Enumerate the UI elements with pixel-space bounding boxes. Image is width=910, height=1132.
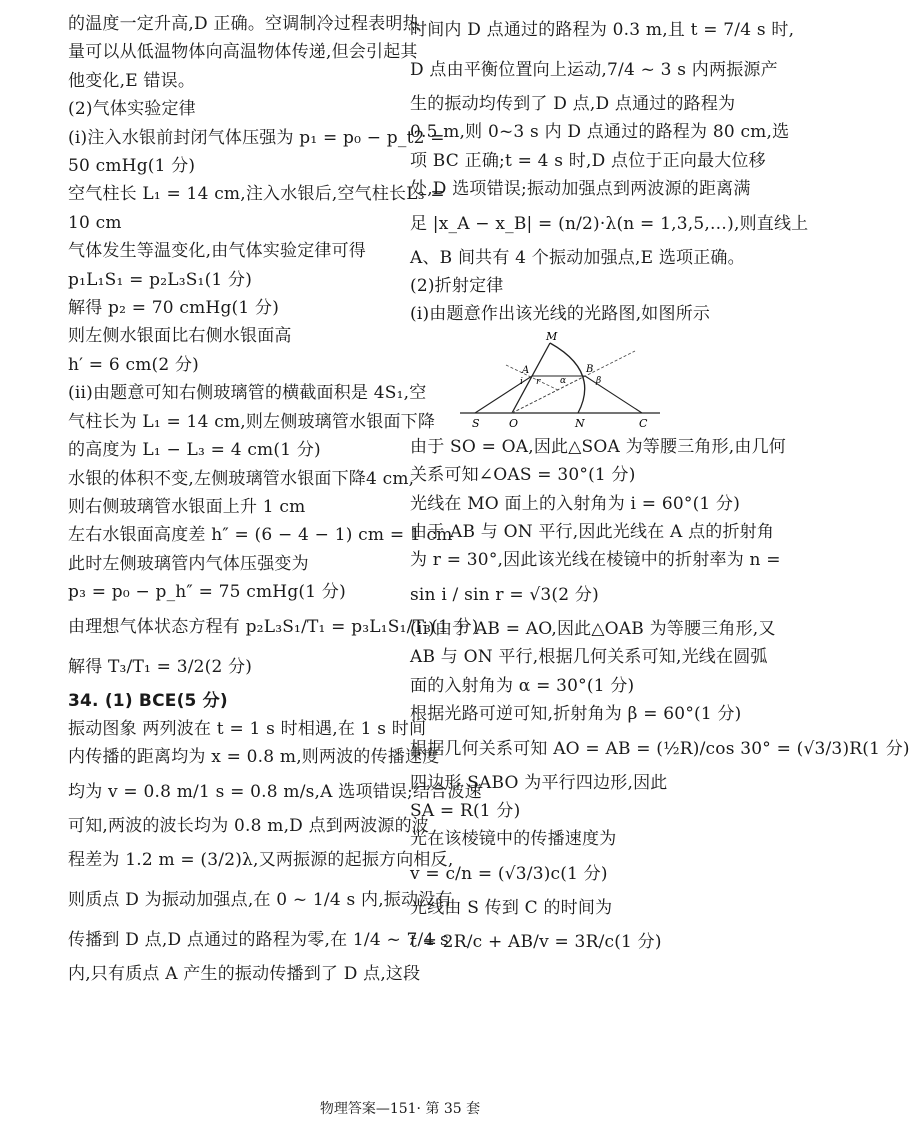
text-line: 气柱长为 L₁ = 14 cm,则左侧玻璃管水银面下降 [68,411,436,432]
text-line: 则质点 D 为振动加强点,在 0 ~ 1/4 s 内,振动没有 [68,890,453,911]
text-line: 量可以从低温物体向高温物体传递,但会引起其 [68,42,418,63]
right-column-top [410,10,809,329]
text-line: 34. (1) BCE(5 分) [68,690,228,711]
text-line: 左右水银面高度差 h″ = (6 − 4 − 1) cm = 1 cm [68,525,453,546]
label-A: A [522,364,530,376]
text-line: 项 BC 正确;t = 4 s 时,D 点位于正向最大位移 [410,150,766,171]
text-line: (ii)由题意可知右侧玻璃管的横截面积是 4S₁,空 [68,383,427,404]
text-line: 根据几何关系可知 AO = AB = (½R)/cos 30° = (√3/3)R(1 分) [410,738,910,759]
text-line: (ii)由于 AB = AO,因此△OAB 为等腰三角形,又 [410,618,776,639]
text-line: 的高度为 L₁ − L₃ = 4 cm(1 分) [68,440,321,461]
text-line: 时间内 D 点通过的路程为 0.3 m,且 t = 7/4 s 时, [410,20,795,40]
prism-side-MO [512,343,550,413]
text-line: 解得 T₃/T₁ = 3/2(2 分) [68,656,253,677]
text-line: 程差为 1.2 m = (3/2)λ,又两振源的起振方向相反, [68,850,454,871]
text-line: 关系可知∠OAS = 30°(1 分) [410,465,636,486]
label-N: N [575,416,585,430]
text-line: AB 与 ON 平行,根据几何关系可知,光线在圆弧 [410,647,768,668]
text-line: 内,只有质点 A 产生的振动传播到了 D 点,这段 [68,964,421,985]
text-line: 光线由 S 传到 C 的时间为 [410,897,613,918]
right-column-bottom [410,433,910,962]
text-line: 振动图象 两列波在 t = 1 s 时相遇,在 1 s 时间 [68,718,427,739]
text-line: 内传播的距离均为 x = 0.8 m,则两波的传播速度 [68,747,440,768]
text-line: 由理想气体状态方程有 p₂L₃S₁/T₁ = p₃L₁S₁/T₃(1 分) [68,616,479,637]
label-i: i [520,376,523,387]
text-line: 可知,两波的波长均为 0.8 m,D 点到两波源的波 [68,815,430,836]
text-line: p₁L₁S₁ = p₂L₃S₁(1 分) [68,269,253,290]
text-line: 四边形 SABO 为平行四边形,因此 [410,772,668,793]
prism-arc-MN [550,343,585,413]
text-line: 他变化,E 错误。 [68,70,196,91]
text-line: 此时左侧玻璃管内气体压强变为 [68,553,309,574]
text-line: 水银的体积不变,左侧玻璃管水银面下降4 cm, [68,468,415,489]
label-C: C [639,416,648,430]
text-line: SA = R(1 分) [410,800,521,821]
text-line: 光在该棱镜中的传播速度为 [410,829,617,850]
text-line: h′ = 6 cm(2 分) [68,354,200,375]
text-line: A、B 间共有 4 个振动加强点,E 选项正确。 [410,247,745,268]
text-line: 为 r = 30°,因此该光线在棱镜中的折射率为 n = [410,550,781,571]
label-S: S [472,416,480,430]
text-line: 由于 SO = OA,因此△SOA 为等腰三角形,由几何 [410,436,786,457]
text-line: 生的振动均传到了 D 点,D 点通过的路程为 [410,94,736,114]
text-line: 0.5 m,则 0~3 s 内 D 点通过的路程为 80 cm,选 [410,122,790,143]
text-line: 均为 v = 0.8 m/1 s = 0.8 m/s,A 选项错误;结合波速 [68,781,482,802]
text-line: (i)由题意作出该光线的光路图,如图所示 [410,304,711,325]
text-line: 由于 AB 与 ON 平行,因此光线在 A 点的折射角 [410,522,775,543]
right-column [410,10,910,962]
text-line: 则右侧玻璃管水银面上升 1 cm [68,496,306,517]
text-line: 则左侧水银面比右侧水银面高 [68,326,292,347]
label-B: B [586,363,594,375]
text-line: 传播到 D 点,D 点通过的路程为零,在 1/4 ~ 7/4 s [68,930,449,951]
text-line: 气体发生等温变化,由气体实验定律可得 [68,241,367,262]
text-line: 光线在 MO 面上的入射角为 i = 60°(1 分) [410,493,741,514]
label-r: r [536,376,541,387]
label-beta: β [596,375,602,386]
text-line: p₃ = p₀ − p_h″ = 75 cmHg(1 分) [68,582,346,603]
label-O: O [509,416,519,430]
prism-light-path-diagram [410,331,710,431]
text-line: t = 2R/c + AB/v = 3R/c(1 分) [410,932,662,953]
label-alpha: α [560,375,567,386]
text-line: 解得 p₂ = 70 cmHg(1 分) [68,298,280,319]
text-line: 50 cmHg(1 分) [68,156,196,177]
page-footer: 物理答案—151· 第 35 套 [319,1101,481,1117]
ray-B-to-C [585,376,642,413]
text-line: 根据光路可逆可知,折射角为 β = 60°(1 分) [410,704,742,725]
text-line: 的温度一定升高,D 正确。空调制冷过程表明热 [68,14,420,34]
text-line: (2)折射定律 [410,276,504,297]
text-line: (2)气体实验定律 [68,99,196,120]
text-line: D 点由平衡位置向上运动,7/4 ~ 3 s 内两振源产 [410,60,778,80]
text-line: (i)注入水银前封闭气体压强为 p₁ = p₀ − p_t2 = [68,127,445,148]
text-line: 处,D 选项错误;振动加强点到两波源的距离满 [410,179,751,200]
text-line: sin i / sin r = √3(2 分) [410,584,599,605]
text-line: v = c/n = (√3/3)c(1 分) [410,863,608,884]
text-line: 10 cm [68,212,122,233]
text-line: 面的入射角为 α = 30°(1 分) [410,675,635,696]
label-M: M [546,329,558,343]
text-line: 足 |x_A − x_B| = (n/2)·λ(n = 1,3,5,…),则直线上 [410,213,809,234]
text-line: 空气柱长 L₁ = 14 cm,注入水银后,空气柱长L₃ = [68,184,445,205]
